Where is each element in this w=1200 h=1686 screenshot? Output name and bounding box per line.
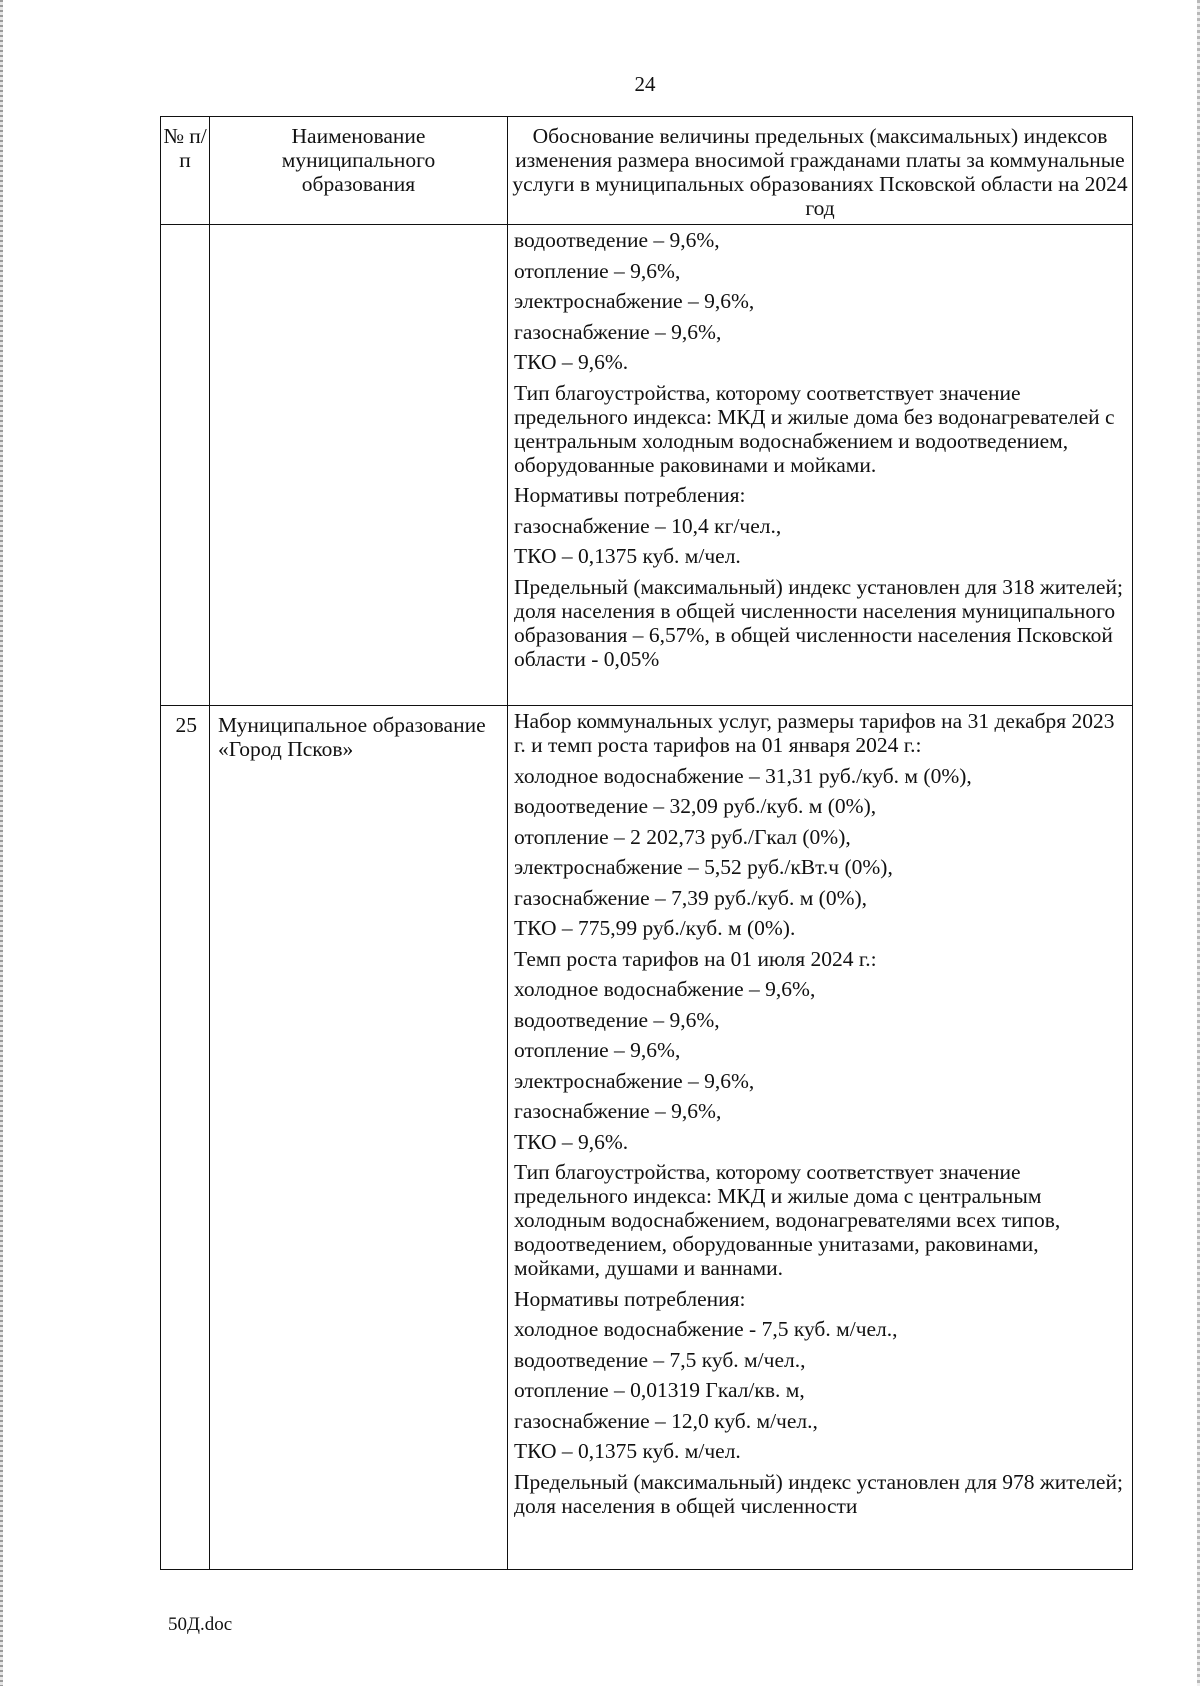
- basis-paragraph: ТКО – 0,1375 куб. м/чел.: [514, 544, 741, 568]
- basis-paragraph: Набор коммунальных услуг, размеры тарифов на 31 декабря 2023 г. и темп роста тарифов на 01 января 2024 г.:: [514, 709, 1115, 757]
- header-basis: Обоснование величины предельных (максимальных) индексов изменения размера вносимой гражданами платы за коммунальные услуги в муниципальных образованиях Псковской области на 2024 год: [508, 117, 1133, 225]
- page-number: 24: [634, 72, 656, 96]
- table-row: [161, 225, 1133, 706]
- footer-filename: 50Д.doc: [168, 1614, 233, 1635]
- header-name: Наименование муниципального образования: [210, 117, 508, 225]
- basis-paragraph: газоснабжение – 9,6%,: [514, 319, 722, 344]
- scan-edge-left: [0, 0, 3, 1686]
- basis-paragraph: газоснабжение – 10,4 кг/чел.,: [514, 513, 782, 538]
- basis-cell: [508, 225, 1133, 706]
- table-header-row: [161, 117, 1133, 225]
- basis-paragraph: ТКО – 9,6%.: [514, 1129, 629, 1154]
- basis-paragraph: отопление – 9,6%,: [514, 1038, 681, 1062]
- basis-paragraph: газоснабжение – 7,39 руб./куб. м (0%),: [514, 885, 868, 910]
- table-body: [161, 225, 1133, 1570]
- basis-paragraph: Предельный (максимальный) индекс установлен для 978 жителей; доля населения в общей численности: [514, 1469, 1123, 1518]
- basis-paragraph: Нормативы потребления:: [514, 1286, 746, 1311]
- municipality-name: Муниципальное образование «Город Псков»: [210, 706, 508, 1570]
- basis-paragraph: холодное водоснабжение - 7,5 куб. м/чел.,: [514, 1317, 898, 1341]
- basis-paragraph: Темп роста тарифов на 01 июля 2024 г.:: [514, 946, 877, 971]
- row-number: [161, 225, 210, 706]
- basis-paragraph: газоснабжение – 12,0 куб. м/чел.,: [514, 1408, 818, 1433]
- basis-paragraph: Тип благоустройства, которому соответствует значение предельного индекса: МКД и жилые дома без водонагревателей с центральным холодным водоснабжением и водоотведением, оборудованные раковинами и мойками.: [514, 380, 1115, 477]
- basis-paragraph: ТКО – 9,6%.: [514, 350, 629, 374]
- basis-paragraph: холодное водоснабжение – 9,6%,: [514, 977, 816, 1001]
- basis-paragraph: отопление – 0,01319 Гкал/кв. м,: [514, 1378, 805, 1402]
- basis-paragraph: электроснабжение – 9,6%,: [514, 289, 755, 313]
- basis-paragraph: ТКО – 775,99 руб./куб. м (0%).: [514, 916, 796, 940]
- header-num: № п/п: [161, 117, 210, 225]
- municipality-name: [210, 225, 508, 706]
- basis-cell: [508, 706, 1133, 1570]
- basis-paragraph: водоотведение – 7,5 куб. м/чел.,: [514, 1347, 806, 1372]
- basis-paragraph: газоснабжение – 9,6%,: [514, 1099, 722, 1123]
- basis-paragraph: Тип благоустройства, которому соответствует значение предельного индекса: МКД и жилые дома с центральным холодным водоснабжением, водонагревателями всех типов, водоотведением, оборудованные унитазами, раковинами, мойками, душами и ваннами.: [514, 1160, 1061, 1280]
- tariff-index-table: [160, 116, 1133, 1570]
- basis-paragraph: водоотведение – 9,6%,: [514, 228, 720, 252]
- basis-paragraph: ТКО – 0,1375 куб. м/чел.: [514, 1439, 741, 1463]
- basis-paragraph: Предельный (максимальный) индекс установлен для 318 жителей; доля населения в общей численности населения муниципального образования – 6,57%, в общей численности населения Псковской области - 0,05%: [514, 574, 1123, 671]
- basis-paragraph: холодное водоснабжение – 31,31 руб./куб. м (0%),: [514, 763, 972, 788]
- basis-paragraph: отопление – 9,6%,: [514, 258, 681, 283]
- basis-paragraph: электроснабжение – 5,52 руб./кВт.ч (0%),: [514, 855, 893, 879]
- table-row: [161, 706, 1133, 1570]
- basis-paragraph: электроснабжение – 9,6%,: [514, 1068, 755, 1093]
- basis-paragraph: водоотведение – 9,6%,: [514, 1007, 720, 1032]
- basis-paragraph: водоотведение – 32,09 руб./куб. м (0%),: [514, 794, 877, 818]
- row-number: 25: [161, 706, 210, 1570]
- basis-paragraph: отопление – 2 202,73 руб./Гкал (0%),: [514, 824, 851, 849]
- basis-paragraph: Нормативы потребления:: [514, 483, 746, 507]
